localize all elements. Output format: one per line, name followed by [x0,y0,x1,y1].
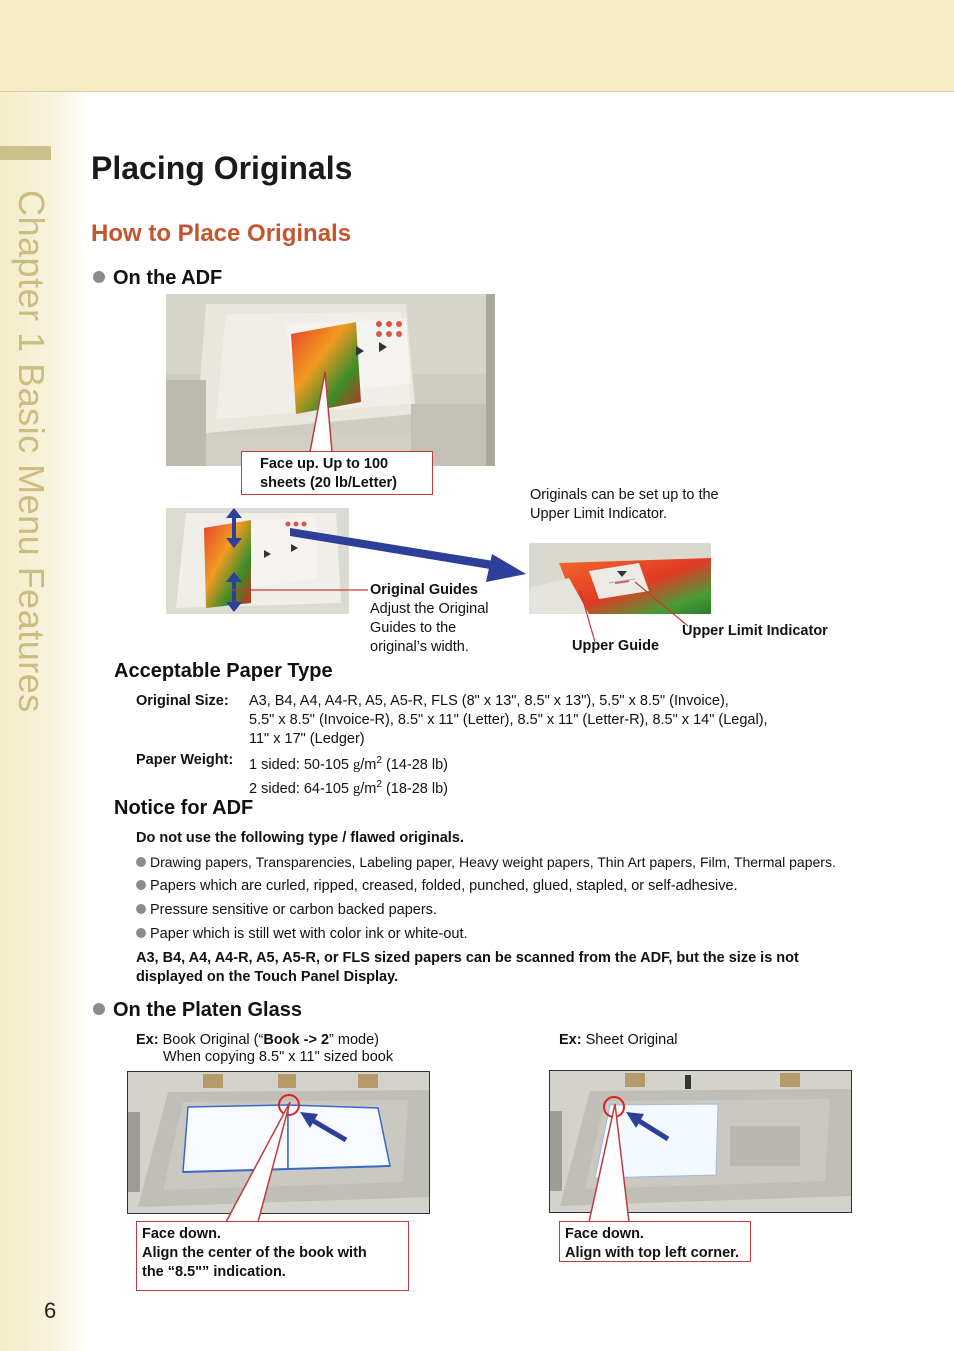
sheet-ex-text: Sheet Original [585,1032,678,1048]
notice-item [136,925,468,944]
original-guides-line1: Adjust the Original [370,601,489,617]
callout-sheet-line2: Align with top left corner. [565,1245,739,1261]
bullet-icon [136,857,146,867]
original-size-line3: 11" x 17" (Ledger) [249,731,365,747]
weight-1-unit-sup: 2 [376,755,382,766]
notice-warning-line2: displayed on the Touch Panel Display. [136,969,399,985]
paper-weight-line1 [249,751,889,775]
notice-item-text: Papers which are curled, ripped, creased, folded, punched, glued, stapled, or self-adhesive. [150,878,738,894]
guides-pointer-line [230,585,370,595]
adf-heading-text: On the ADF [113,267,223,289]
zoom-pointer-lines [555,570,695,645]
book-ex-label: Ex: [136,1032,159,1048]
callout-book-line3: the “8.5"” indication. [142,1264,286,1280]
weight-1-post: (14-28 lb) [381,756,449,773]
bullet-icon [136,904,146,914]
upper-limit-note [530,486,719,524]
upper-guide-label: Upper Guide [572,638,660,654]
weight-1-pre: 1 sided: 50-105 [249,756,353,773]
original-guides-line2: Guides to the [370,620,457,636]
paper-weight-row [136,751,896,797]
callout-face-up-line1: Face up. Up to 100 [260,456,389,472]
notice-intro: Do not use the following type / flawed originals. [136,830,464,846]
notice-warning [136,949,799,987]
callout-book-line2: Align the center of the book with [142,1245,367,1261]
sheet-ex-label: Ex: [559,1032,582,1048]
weight-2-unit-sup: 2 [376,778,382,790]
bullet-icon [93,271,105,283]
chapter-label-text: Chapter 1 Basic Menu Features [11,190,52,713]
book-example-caption [136,1031,393,1065]
page-number: 6 [44,1298,57,1323]
platen-heading [93,999,302,1022]
callout-book-line1: Face down. [142,1226,221,1242]
bullet-icon [93,1003,105,1015]
callout-face-up [241,451,433,495]
notice-item [136,901,437,920]
original-guides-note [370,581,488,657]
notice-item-text: Drawing papers, Transparencies, Labeling paper, Heavy weight papers, Thin Art papers, Film, Thermal papers. [150,854,836,870]
notice-item-text: Pressure sensitive or carbon backed papers. [150,902,437,918]
original-guides-line3: original’s width. [370,639,469,655]
paper-type-heading: Acceptable Paper Type [114,660,333,682]
chapter-label [8,190,52,770]
header-band [0,0,954,92]
weight-2-unit-m: /m [360,780,377,797]
weight-2-post: (18-28 lb) [381,780,449,797]
sheet-example-caption [559,1031,678,1050]
original-guides-title: Original Guides [370,582,478,598]
callout-book [136,1221,409,1291]
upper-limit-note-line1: Originals can be set up to the [530,487,719,503]
paper-weight-label: Paper Weight: [136,752,234,768]
callout-pointer-sheet [559,1100,649,1225]
upper-limit-indicator-label: Upper Limit Indicator [682,623,828,639]
callout-face-up-line2: sheets (20 lb/Letter) [260,475,397,491]
upper-limit-note-line2: Upper Limit Indicator. [530,506,668,522]
zoom-arrow-icon [290,520,530,585]
callout-pointer-face-up [240,370,360,455]
book-example-line1 [136,1031,393,1050]
notice-item [136,853,836,873]
callout-sheet-line1: Face down. [565,1226,644,1242]
weight-2-pre: 2 sided: 64-105 [249,780,353,797]
adf-heading [93,267,222,290]
notice-heading: Notice for ADF [114,797,254,819]
page-title: Placing Originals [91,150,353,186]
paper-weight-value [249,751,889,799]
callout-pointer-book [136,1100,316,1225]
section-subtitle: How to Place Originals [91,220,352,247]
platen-heading-text: On the Platen Glass [113,999,302,1021]
notice-warning-line1: A3, B4, A4, A4-R, A5, A5-R, or FLS sized papers can be scanned from the ADF, but the size is not [136,950,799,966]
chapter-tab-marker [0,146,51,160]
original-size-row [136,692,896,752]
book-ex-post: ” mode) [329,1032,379,1048]
weight-2-unit-g: g [353,780,361,797]
notice-item-text: Paper which is still wet with color ink or white-out. [150,926,468,942]
bullet-icon [136,880,146,890]
bullet-icon [136,928,146,938]
weight-1-unit-m: /m [360,756,377,773]
original-size-line2: 5.5" x 8.5" (Invoice-R), 8.5" x 11" (Letter), 8.5" x 11" (Letter-R), 8.5" x 14" (Legal), [249,712,768,728]
original-size-value [249,692,889,749]
book-ex-pre: Book Original (“ [162,1032,264,1048]
weight-1-unit-g: g [353,756,361,773]
original-size-label: Original Size: [136,693,229,709]
callout-sheet [559,1221,751,1262]
original-size-line1: A3, B4, A4, A4-R, A5, A5-R, FLS (8" x 13", 8.5" x 13"), 5.5" x 8.5" (Invoice), [249,693,729,709]
notice-item [136,877,738,896]
book-example-line2: When copying 8.5" x 11" sized book [163,1049,394,1065]
book-ex-mode: Book -> 2 [263,1032,330,1048]
paper-weight-line2 [249,775,889,799]
